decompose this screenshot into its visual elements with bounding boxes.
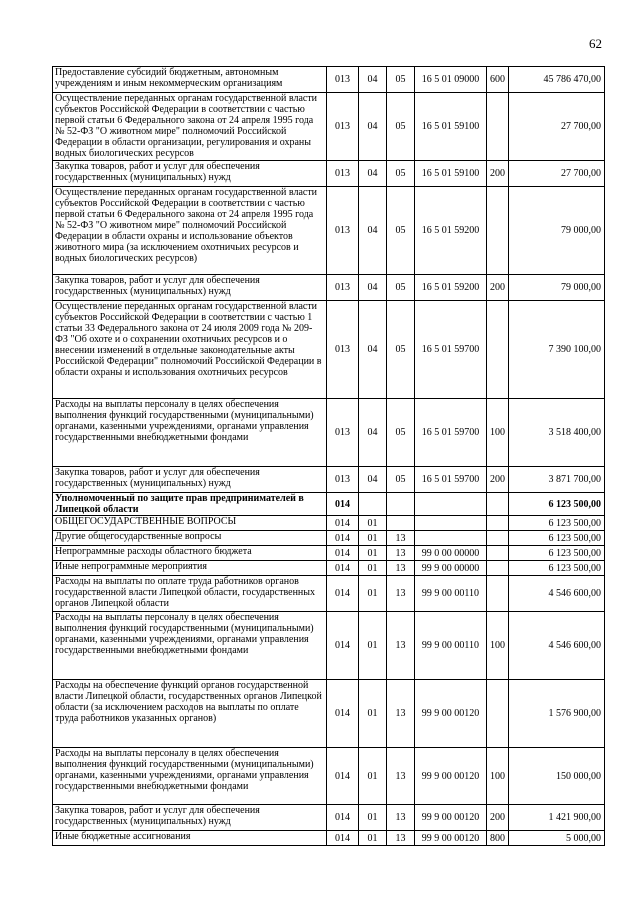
cell-amount: 6 123 500,00 [509, 493, 605, 516]
cell-target-article: 16 5 01 59700 [415, 399, 487, 467]
table-row [53, 831, 605, 846]
cell-amount: 79 000,00 [509, 275, 605, 301]
cell-amount: 3 871 700,00 [509, 467, 605, 493]
cell-target-article [415, 493, 487, 516]
cell-name: Закупка товаров, работ и услуг для обеспечения государственных (муниципальных) нужд [53, 275, 327, 301]
cell-name: Расходы на обеспечение функций органов государственной власти Липецкой области, государственных органов Липецкой области (за исключением расходов на выплаты по оплате труда работников указанных органов) [53, 680, 327, 748]
cell-section: 01 [359, 831, 387, 846]
cell-subsection: 05 [387, 301, 415, 399]
cell-target-article: 99 9 00 00110 [415, 576, 487, 612]
cell-target-article: 99 0 00 00000 [415, 546, 487, 561]
cell-amount: 27 700,00 [509, 161, 605, 187]
cell-expense-type [487, 561, 509, 576]
cell-name: Расходы на выплаты по оплате труда работников органов государственной власти Липецкой области, государственных органов Липецкой области [53, 576, 327, 612]
cell-section: 01 [359, 531, 387, 546]
cell-section: 01 [359, 576, 387, 612]
cell-name: Осуществление переданных органам государственной власти субъектов Российской Федерации в соответствии с частью первой статьи 6 Федерального закона от 24 апреля 1995 года № 52-ФЗ "О животном мире" полномочий Российской Федерации в области организации, регулирования и охраны водных биологических ресурсов [53, 93, 327, 161]
cell-admin-code: 013 [327, 399, 359, 467]
cell-expense-type: 200 [487, 161, 509, 187]
table-row [53, 493, 605, 516]
cell-amount: 27 700,00 [509, 93, 605, 161]
cell-admin-code: 014 [327, 576, 359, 612]
cell-name: ОБЩЕГОСУДАРСТВЕННЫЕ ВОПРОСЫ [53, 516, 327, 531]
cell-section: 04 [359, 67, 387, 93]
cell-section: 01 [359, 748, 387, 805]
cell-expense-type [487, 93, 509, 161]
cell-section [359, 493, 387, 516]
cell-admin-code: 013 [327, 467, 359, 493]
cell-name: Уполномоченный по защите прав предпринимателей в Липецкой области [53, 493, 327, 516]
cell-target-article: 99 9 00 00000 [415, 561, 487, 576]
cell-admin-code: 014 [327, 493, 359, 516]
cell-subsection: 13 [387, 805, 415, 831]
cell-subsection: 13 [387, 561, 415, 576]
cell-name: Закупка товаров, работ и услуг для обеспечения государственных (муниципальных) нужд [53, 467, 327, 493]
cell-admin-code: 014 [327, 680, 359, 748]
cell-target-article: 99 9 00 00120 [415, 748, 487, 805]
cell-expense-type: 200 [487, 467, 509, 493]
cell-subsection: 13 [387, 748, 415, 805]
cell-admin-code: 014 [327, 805, 359, 831]
table-row [53, 576, 605, 612]
cell-expense-type [487, 576, 509, 612]
cell-expense-type [487, 301, 509, 399]
cell-subsection: 13 [387, 680, 415, 748]
cell-section: 04 [359, 93, 387, 161]
cell-admin-code: 014 [327, 831, 359, 846]
cell-section: 01 [359, 805, 387, 831]
cell-subsection: 13 [387, 612, 415, 680]
cell-section: 04 [359, 161, 387, 187]
cell-subsection [387, 516, 415, 531]
cell-amount: 5 000,00 [509, 831, 605, 846]
cell-name: Непрограммные расходы областного бюджета [53, 546, 327, 561]
cell-section: 01 [359, 612, 387, 680]
page-number: 62 [589, 36, 602, 51]
cell-expense-type: 100 [487, 399, 509, 467]
cell-target-article [415, 516, 487, 531]
cell-admin-code: 013 [327, 161, 359, 187]
cell-section: 01 [359, 561, 387, 576]
cell-target-article: 16 5 01 59100 [415, 161, 487, 187]
cell-section: 04 [359, 275, 387, 301]
cell-expense-type [487, 680, 509, 748]
cell-amount: 6 123 500,00 [509, 531, 605, 546]
cell-admin-code: 014 [327, 612, 359, 680]
cell-section: 04 [359, 187, 387, 275]
cell-admin-code: 013 [327, 93, 359, 161]
cell-target-article: 16 5 01 59700 [415, 301, 487, 399]
table-row [53, 301, 605, 399]
table-row [53, 93, 605, 161]
cell-name: Закупка товаров, работ и услуг для обеспечения государственных (муниципальных) нужд [53, 161, 327, 187]
cell-admin-code: 014 [327, 546, 359, 561]
cell-subsection: 05 [387, 67, 415, 93]
table-row [53, 561, 605, 576]
cell-subsection: 13 [387, 531, 415, 546]
cell-target-article: 16 5 01 59200 [415, 187, 487, 275]
table-row [53, 546, 605, 561]
table-row [53, 516, 605, 531]
table-row [53, 67, 605, 93]
cell-amount: 150 000,00 [509, 748, 605, 805]
cell-section: 01 [359, 516, 387, 531]
cell-subsection: 13 [387, 546, 415, 561]
cell-amount: 6 123 500,00 [509, 561, 605, 576]
cell-target-article: 16 5 01 59700 [415, 467, 487, 493]
cell-subsection: 05 [387, 467, 415, 493]
cell-amount: 45 786 470,00 [509, 67, 605, 93]
cell-amount: 1 421 900,00 [509, 805, 605, 831]
cell-name: Закупка товаров, работ и услуг для обеспечения государственных (муниципальных) нужд [53, 805, 327, 831]
cell-subsection: 05 [387, 399, 415, 467]
cell-subsection: 05 [387, 275, 415, 301]
cell-section: 04 [359, 301, 387, 399]
cell-amount: 7 390 100,00 [509, 301, 605, 399]
cell-subsection: 13 [387, 576, 415, 612]
cell-amount: 79 000,00 [509, 187, 605, 275]
cell-amount: 3 518 400,00 [509, 399, 605, 467]
cell-subsection: 05 [387, 93, 415, 161]
cell-target-article: 99 9 00 00120 [415, 805, 487, 831]
table-row [53, 805, 605, 831]
cell-name: Осуществление переданных органам государственной власти субъектов Российской Федерации в соответствии с частью первой статьи 6 Федерального закона от 24 апреля 1995 года № 52-ФЗ "О животном мире" полномочий Российской Федерации в области охраны и использование объектов животного мира (за исключением охотничьих ресурсов и водных биологических ресурсов) [53, 187, 327, 275]
cell-section: 01 [359, 680, 387, 748]
cell-name: Осуществление переданных органам государственной власти субъектов Российской Федерации в соответствии с частью 1 статьи 33 Федерального закона от 24 июля 2009 года № 209-ФЗ "Об охоте и о сохранении охотничьих ресурсов и о внесении изменений в отдельные законодательные акты Российской Федерации" полномочий Российской Федерации в области охраны и использования охотничьих ресурсов [53, 301, 327, 399]
cell-name: Расходы на выплаты персоналу в целях обеспечения выполнения функций государственными (муниципальными) органами, казенными учреждениями, органами управления государственными внебюджетными фондами [53, 612, 327, 680]
cell-admin-code: 013 [327, 301, 359, 399]
table-row [53, 612, 605, 680]
cell-target-article: 99 9 00 00110 [415, 612, 487, 680]
cell-admin-code: 013 [327, 275, 359, 301]
cell-target-article [415, 531, 487, 546]
cell-subsection: 13 [387, 831, 415, 846]
cell-target-article: 16 5 01 59100 [415, 93, 487, 161]
cell-section: 01 [359, 546, 387, 561]
cell-admin-code: 014 [327, 561, 359, 576]
cell-expense-type: 800 [487, 831, 509, 846]
cell-section: 04 [359, 467, 387, 493]
table-row [53, 680, 605, 748]
cell-admin-code: 014 [327, 531, 359, 546]
cell-target-article: 16 5 01 09000 [415, 67, 487, 93]
cell-amount: 6 123 500,00 [509, 546, 605, 561]
cell-expense-type: 100 [487, 748, 509, 805]
cell-name: Расходы на выплаты персоналу в целях обеспечения выполнения функций государственными (муниципальными) органами, казенными учреждениями, органами управления государственными внебюджетными фондами [53, 399, 327, 467]
cell-amount: 1 576 900,00 [509, 680, 605, 748]
cell-subsection: 05 [387, 187, 415, 275]
cell-target-article: 99 9 00 00120 [415, 831, 487, 846]
cell-admin-code: 013 [327, 187, 359, 275]
cell-name: Иные непрограммные мероприятия [53, 561, 327, 576]
table-row [53, 187, 605, 275]
budget-table [52, 66, 605, 846]
table-row [53, 467, 605, 493]
cell-expense-type [487, 516, 509, 531]
cell-name: Предоставление субсидий бюджетным, автономным учреждениям и иным некоммерческим организациям [53, 67, 327, 93]
cell-name: Другие общегосударственные вопросы [53, 531, 327, 546]
cell-amount: 4 546 600,00 [509, 576, 605, 612]
cell-admin-code: 013 [327, 67, 359, 93]
table-row [53, 161, 605, 187]
table-row [53, 748, 605, 805]
cell-expense-type: 600 [487, 67, 509, 93]
table-row [53, 275, 605, 301]
cell-amount: 6 123 500,00 [509, 516, 605, 531]
table-row [53, 531, 605, 546]
cell-subsection [387, 493, 415, 516]
cell-expense-type [487, 546, 509, 561]
table-row [53, 399, 605, 467]
cell-expense-type: 200 [487, 805, 509, 831]
cell-subsection: 05 [387, 161, 415, 187]
cell-section: 04 [359, 399, 387, 467]
cell-admin-code: 014 [327, 516, 359, 531]
cell-admin-code: 014 [327, 748, 359, 805]
cell-target-article: 99 9 00 00120 [415, 680, 487, 748]
cell-expense-type [487, 531, 509, 546]
cell-target-article: 16 5 01 59200 [415, 275, 487, 301]
cell-expense-type: 100 [487, 612, 509, 680]
cell-amount: 4 546 600,00 [509, 612, 605, 680]
cell-expense-type: 200 [487, 275, 509, 301]
cell-name: Иные бюджетные ассигнования [53, 831, 327, 846]
cell-name: Расходы на выплаты персоналу в целях обеспечения выполнения функций государственными (муниципальными) органами, казенными учреждениями, органами управления государственными внебюджетными фондами [53, 748, 327, 805]
cell-expense-type [487, 187, 509, 275]
cell-expense-type [487, 493, 509, 516]
